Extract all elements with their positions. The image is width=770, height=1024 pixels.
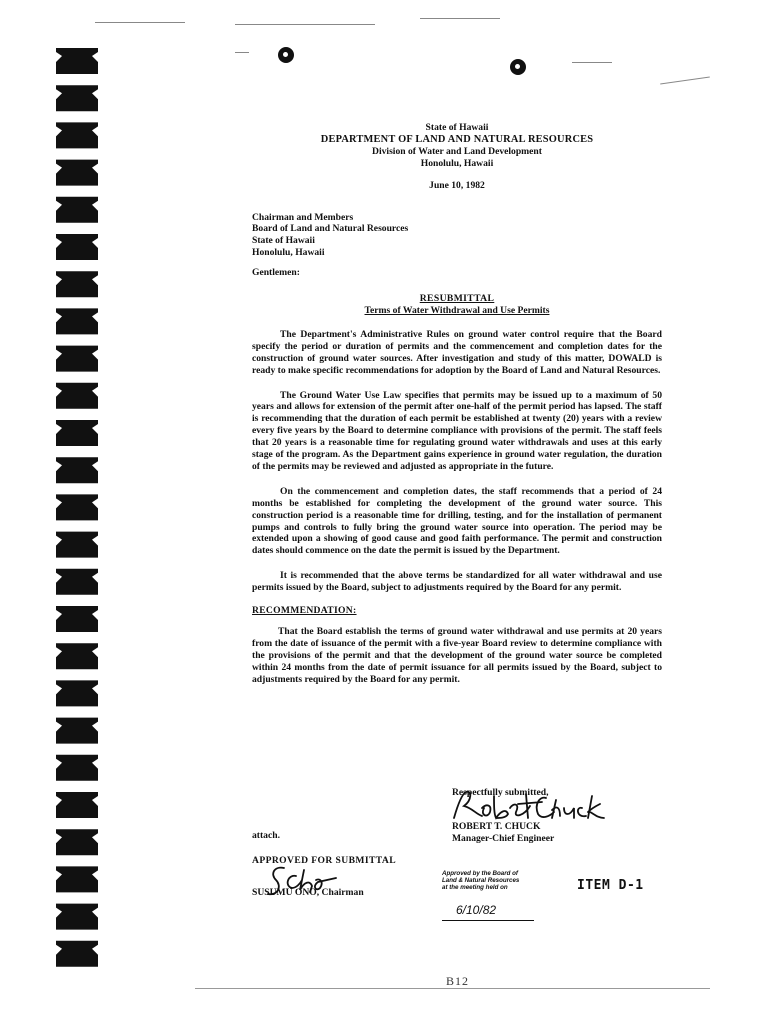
- board-approval-stamp: [442, 870, 519, 892]
- punch-hole: [510, 59, 526, 75]
- body-paragraph: The Ground Water Use Law specifies that permits may be issued up to a maximum of 50 years and allows for extension of the permit after one-half of the permit period has lapsed. The staff is recommending that the duration of each permit be established at twenty (20) years with a review every five years by the Board to determine compliance with provisions of the permit. The staff feels that 20 years is a reasonable time for regulating ground water withdrawals and uses at this early stage of the program. As the Department gains experience in ground water regulation, the duration of the permits may be reviewed and adjusted as appropriate in the future.: [252, 389, 662, 472]
- binding-tooth: [56, 643, 98, 669]
- binding-tooth: [56, 829, 98, 855]
- page-number: B12: [446, 974, 470, 988]
- scan-artifact-line: [572, 62, 612, 63]
- binding-tooth: [56, 866, 98, 892]
- binding-tooth: [56, 308, 98, 334]
- binding-tooth: [56, 271, 98, 297]
- addressee-block: [252, 212, 662, 260]
- binding-tooth: [56, 755, 98, 781]
- binding-tooth: [56, 160, 98, 186]
- approval-heading: APPROVED FOR SUBMITTAL: [252, 855, 397, 866]
- binding-tooth: [56, 532, 98, 558]
- addressee-line: Chairman and Members: [252, 211, 354, 223]
- recommendation-heading: RECOMMENDATION:: [252, 605, 357, 617]
- salutation: Gentlemen:: [252, 267, 300, 279]
- binding-tooth: [56, 718, 98, 744]
- scan-artifact-line: [660, 77, 710, 85]
- binding-strip: [52, 40, 108, 980]
- binding-tooth: [56, 234, 98, 260]
- stamp-line: Approved by the Board of: [442, 870, 518, 877]
- approver-name: SUSUMU ONO, Chairman: [252, 887, 364, 898]
- binding-tooth: [56, 122, 98, 148]
- scan-artifact-line: [235, 52, 249, 53]
- punch-hole: [278, 47, 294, 63]
- item-label: ITEM D-1: [577, 878, 644, 893]
- binding-tooth: [56, 904, 98, 930]
- binding-tooth: [56, 197, 98, 223]
- scan-artifact-line: [235, 24, 375, 25]
- body-paragraph: The Department's Administrative Rules on ground water control require that the Board specify the period or duration of permits and the commencement and completion dates for the construction of ground water sources. After investigation and study of this matter, DOWALD is ready to make specific recommendations for adoption by the Board of Land and Natural Resources.: [252, 328, 662, 376]
- binding-tooth: [56, 383, 98, 409]
- subject-title: RESUBMITTAL: [419, 293, 495, 305]
- body-paragraph: On the commencement and completion dates, the staff recommends that a period of 24 months be established for completing the development of the ground water source. This construction period is a reasonable time for drilling, testing, and for the installation of permanent pumps and controls to fully bring the ground water source into operation. The period may be extended upon a showing of good cause and good faith performance. The permit and construction dates should commence on the date the permit is issued by the Department.: [252, 485, 662, 557]
- binding-tooth: [56, 680, 98, 706]
- subject-subtitle: Terms of Water Withdrawal and Use Permits: [364, 304, 550, 316]
- body-paragraph: It is recommended that the above terms be standardized for all water withdrawal and use permits issued by the Board, subject to adjustments required by the Board for any permit.: [252, 570, 662, 594]
- signature-robert-chuck: [448, 786, 608, 826]
- signer-name: ROBERT T. CHUCK: [452, 821, 541, 832]
- letterhead-department: DEPARTMENT OF LAND AND NATURAL RESOURCES: [320, 133, 594, 145]
- approval-date-line: [442, 920, 534, 921]
- scan-artifact-line: [195, 988, 710, 989]
- stamp-line: Land & Natural Resources: [442, 877, 520, 885]
- subject-block: [252, 293, 662, 317]
- binding-tooth: [56, 792, 98, 818]
- letter-date: June 10, 1982: [429, 179, 485, 191]
- binding-tooth: [56, 85, 98, 111]
- letterhead-division: Division of Water and Land Development: [372, 145, 542, 157]
- binding-tooth: [56, 606, 98, 632]
- binding-tooth: [56, 420, 98, 446]
- scan-artifact-line: [95, 22, 185, 23]
- stamp-line: at the meeting held on: [442, 884, 508, 892]
- signer-title: Manager-Chief Engineer: [452, 833, 555, 844]
- letterhead-state: State of Hawaii: [425, 122, 489, 133]
- addressee-line: Honolulu, Hawaii: [252, 247, 325, 259]
- binding-tooth: [56, 569, 98, 595]
- recommendation-paragraph: That the Board establish the terms of ground water withdrawal and use permits at 20 years from the date of issuance of the permit with a five-year Board review to determine compliance with the provisions of the permit and that the development of the ground water source be completed within 24 months from the date of permit issuance for all permits issued by the Board, subject to adjustments required by the Board for any permit.: [252, 626, 662, 685]
- approval-date-handwritten: 6/10/82: [456, 903, 497, 917]
- addressee-line: Board of Land and Natural Resources: [252, 223, 409, 235]
- binding-tooth: [56, 494, 98, 520]
- closing: Respectfully submitted,: [452, 787, 549, 798]
- binding-tooth: [56, 457, 98, 483]
- binding-tooth: [56, 941, 98, 967]
- attachment-note: attach.: [252, 830, 280, 841]
- letter-body: [252, 122, 662, 686]
- addressee-line: State of Hawaii: [252, 235, 315, 247]
- scan-artifact-line: [420, 18, 500, 19]
- binding-tooth: [56, 346, 98, 372]
- letterhead-city: Honolulu, Hawaii: [420, 157, 494, 169]
- binding-tooth: [56, 48, 98, 74]
- letterhead: [252, 122, 662, 192]
